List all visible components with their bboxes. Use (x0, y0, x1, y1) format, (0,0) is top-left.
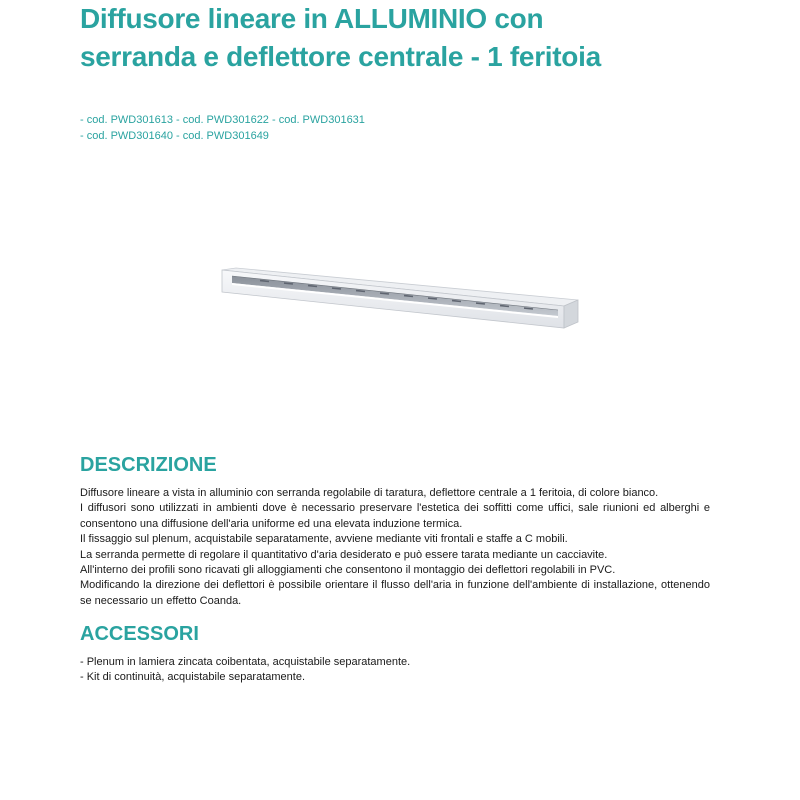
description-paragraph: Modificando la direzione dei deflettori è possibile orientare il flusso dell'aria in funzione dell'ambiente di installazione, ottenendo se necessario un effetto Coanda. (80, 579, 710, 607)
description-heading: DESCRIZIONE (80, 454, 217, 476)
linear-diffuser-image (220, 266, 580, 336)
accessories-heading: ACCESSORI (80, 623, 199, 645)
product-code-line: - cod. PWD301640 - cod. PWD301649 (80, 130, 269, 142)
accessory-item: - Plenum in lamiera zincata coibentata, acquistabile separatamente. (80, 656, 411, 668)
accessories-list (80, 655, 710, 686)
title-line-1: Diffusore lineare in ALLUMINIO con (80, 3, 544, 34)
product-codes (80, 112, 365, 144)
product-code-line: - cod. PWD301613 - cod. PWD301622 - cod. PWD301631 (80, 114, 365, 126)
description-body (80, 486, 710, 609)
title-line-2: serranda e deflettore centrale - 1 feritoia (80, 41, 601, 72)
description-paragraph: I diffusori sono utilizzati in ambienti dove è necessario preservare l'estetica dei soffitti come uffici, sale riunioni ed alberghi e consentono una diffusione dell'aria uniforme ed una elevata induzione termica. (80, 502, 710, 530)
description-paragraph: La serranda permette di regolare il quantitativo d'aria desiderato e può essere tarata mediante un cacciavite. (80, 548, 608, 561)
description-paragraph: Il fissaggio sul plenum, acquistabile separatamente, avviene mediante viti frontali e staffe a C mobili. (80, 533, 568, 546)
accessory-item: - Kit di continuità, acquistabile separatamente. (80, 671, 306, 684)
description-paragraph: Diffusore lineare a vista in alluminio con serranda regolabile di taratura, deflettore centrale a 1 feritoia, di colore bianco. (80, 487, 659, 499)
description-paragraph: All'interno dei profili sono ricavati gli alloggiamenti che consentono il montaggio dei deflettori regolabili in PVC. (80, 564, 616, 577)
page-title (80, 0, 760, 76)
